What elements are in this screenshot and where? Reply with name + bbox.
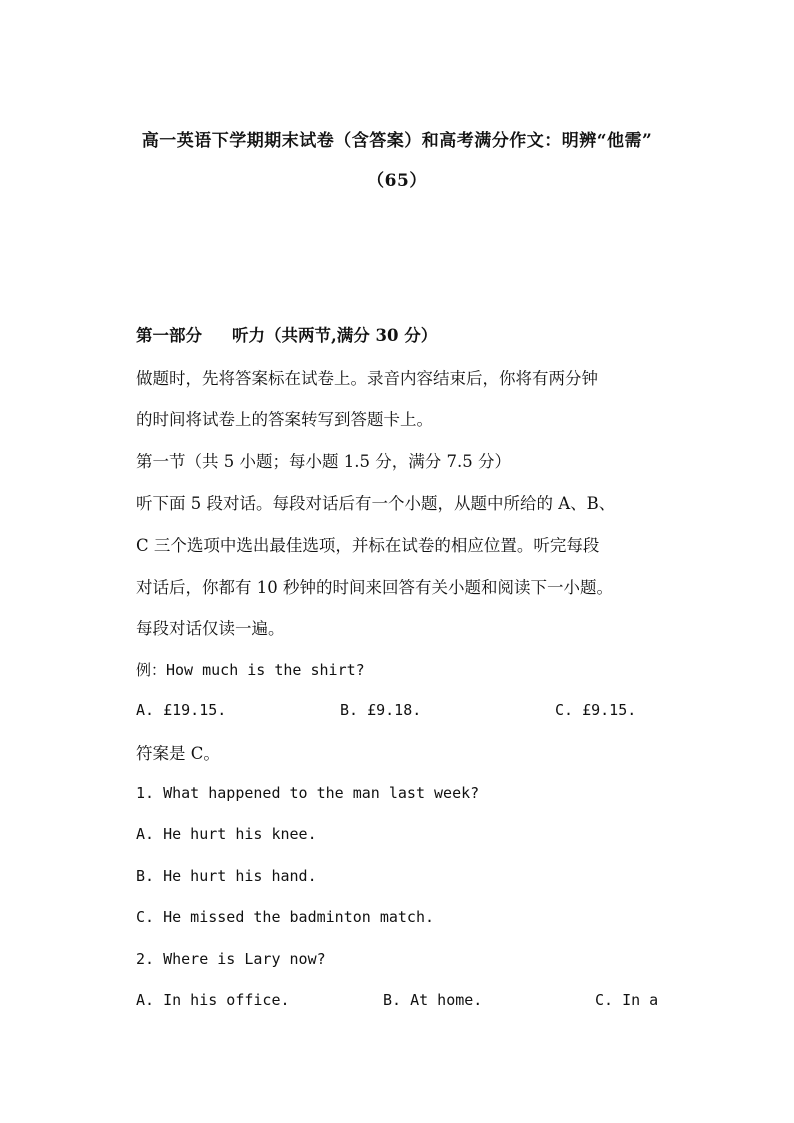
document-title: 高一英语下学期期末试卷（含答案）和高考满分作文：明辨“他需” bbox=[141, 131, 653, 151]
question-2: 2. Where is Lary now? bbox=[136, 950, 326, 968]
instruction-line-1: 做题时，先将答案标在试卷上。录音内容结束后，你将有两分钟 bbox=[136, 369, 598, 388]
question-2-option-b: B. At home. bbox=[383, 991, 483, 1009]
example-option-a: A. £19.15. bbox=[136, 701, 227, 719]
question-2-option-a: A. In his office. bbox=[136, 991, 290, 1009]
example-question: 例：How much is the shirt? bbox=[136, 661, 365, 679]
section-one-heading: 第一节（共 5 小题；每小题 1.5 分，满分 7.5 分） bbox=[136, 452, 511, 471]
part-heading bbox=[136, 322, 437, 346]
document-title-number: （65） bbox=[367, 171, 427, 191]
instruction-line-2: 的时间将试卷上的答案转写到答题卡上。 bbox=[136, 410, 433, 429]
question-1-option-b: B. He hurt his hand. bbox=[136, 867, 317, 885]
question-1-option-a: A. He hurt his knee. bbox=[136, 825, 317, 843]
directions-line-4: 每段对话仅读一遍。 bbox=[136, 619, 285, 638]
question-2-option-c: C. In a bbox=[595, 991, 659, 1009]
example-option-c: C. £9.15. bbox=[555, 701, 637, 719]
part-heading-detail: 听力（共两节,满分 30 分） bbox=[232, 326, 438, 345]
part-heading-label: 第一部分 bbox=[136, 326, 202, 345]
directions-line-2: C 三个选项中选出最佳选项，并标在试卷的相应位置。听完每段 bbox=[136, 536, 600, 555]
example-option-b: B. £9.18. bbox=[340, 701, 422, 719]
directions-line-3: 对话后，你都有 10 秒钟的时间来回答有关小题和阅读下一小题。 bbox=[136, 578, 613, 597]
question-1: 1. What happened to the man last week? bbox=[136, 784, 480, 802]
example-answer: 符案是 C。 bbox=[136, 744, 220, 763]
question-1-option-c: C. He missed the badminton match. bbox=[136, 908, 435, 926]
directions-line-1: 听下面 5 段对话。每段对话后有一个小题，从题中所给的 A、B、 bbox=[136, 494, 616, 513]
